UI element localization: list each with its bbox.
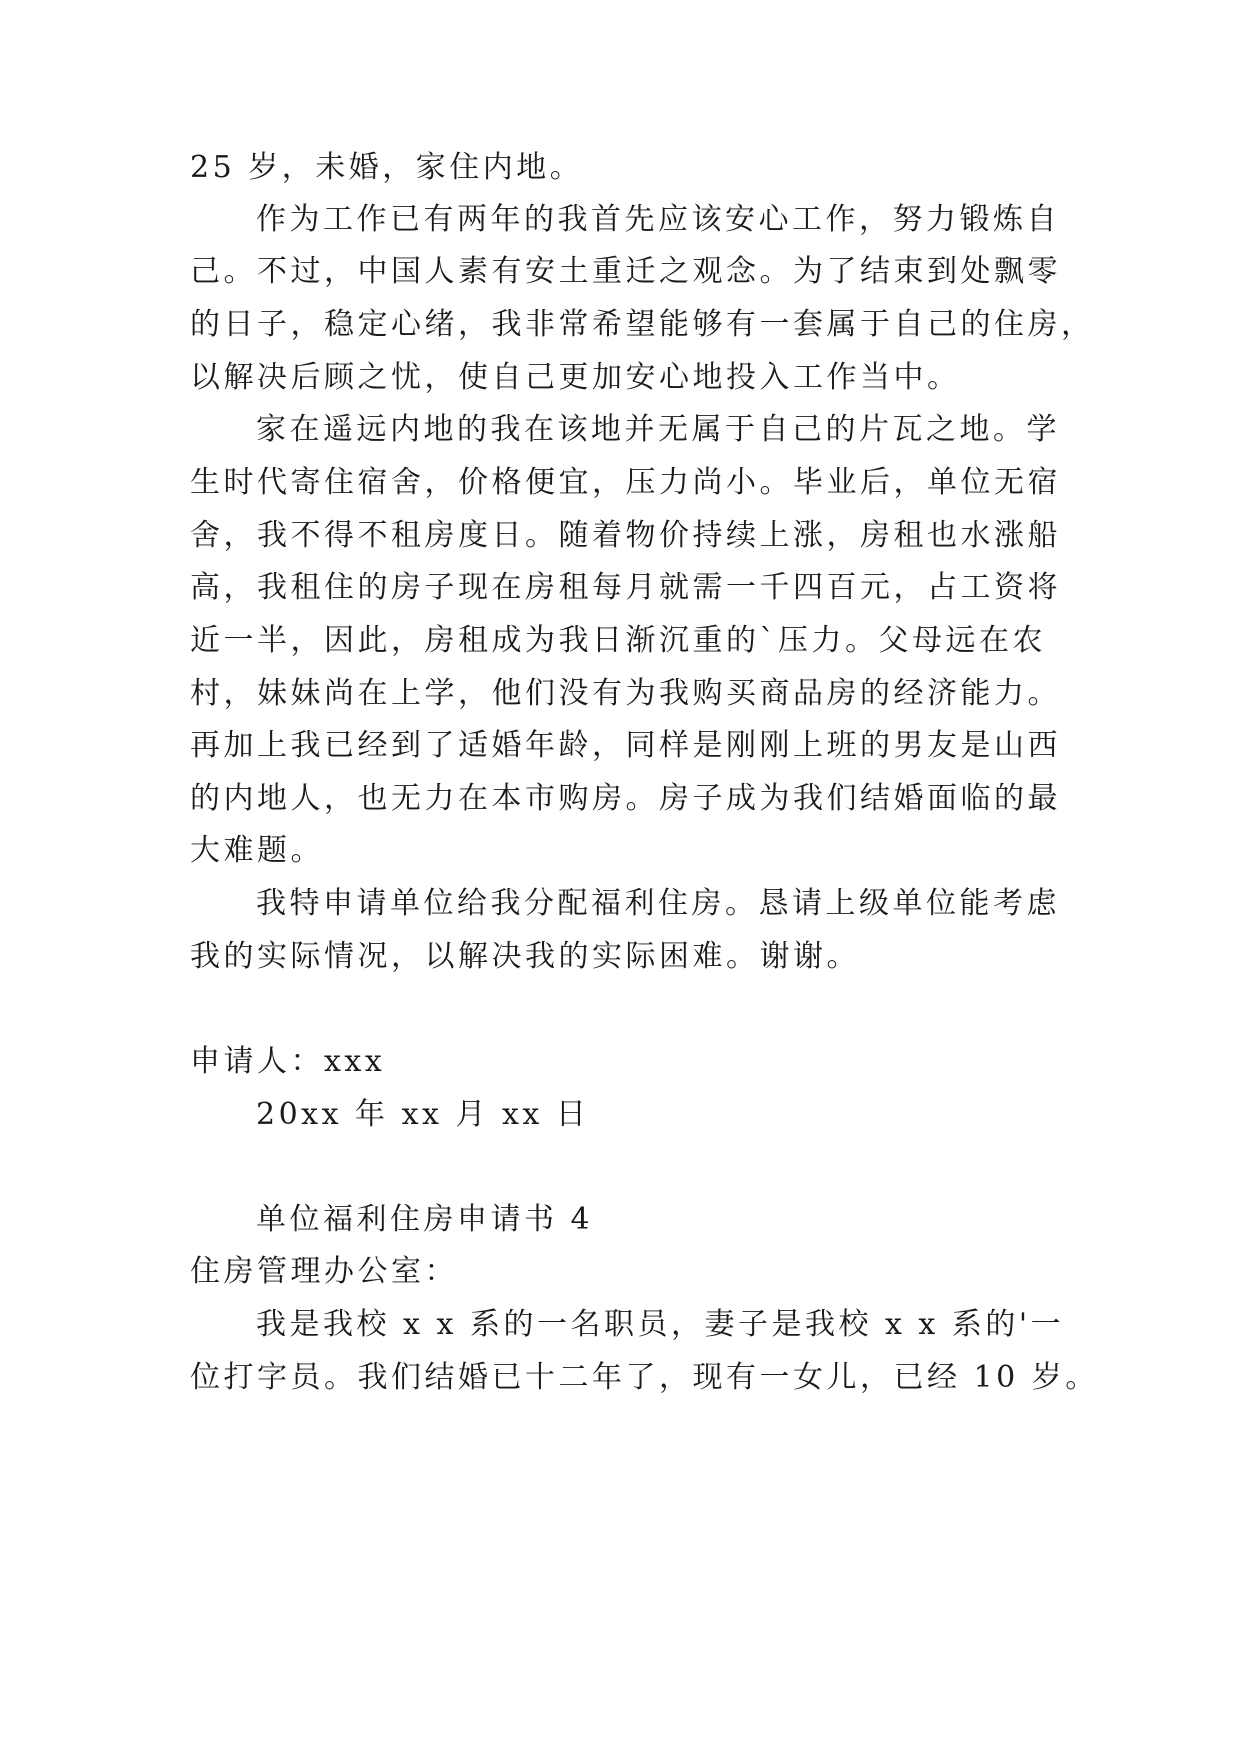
paragraph-line: 家在遥远内地的我在该地并无属于自己的片瓦之地。学 bbox=[256, 412, 1060, 447]
paragraph-line: 以解决后顾之忧，使自己更加安心地投入工作当中。 bbox=[190, 360, 961, 395]
applicant-signature: 申请人：xxx bbox=[190, 1044, 386, 1079]
signature-date: 20xx 年 xx 月 xx 日 bbox=[256, 1097, 590, 1132]
paragraph-line: 生时代寄住宿舍，价格便宜，压力尚小。毕业后，单位无宿 bbox=[190, 465, 1061, 500]
paragraph-line: 位打字员。我们结婚已十二年了，现有一女儿，已经 10 岁。 bbox=[190, 1360, 1099, 1395]
paragraph-line: 我是我校 x x 系的一名职员，妻子是我校 x x 系的'一 bbox=[256, 1307, 1065, 1342]
paragraph-line: 作为工作已有两年的我首先应该安心工作，努力锻炼自 bbox=[256, 202, 1060, 237]
paragraph-line: 村，妹妹尚在上学，他们没有为我购买商品房的经济能力。 bbox=[190, 676, 1061, 711]
paragraph-line: 的内地人，也无力在本市购房。房子成为我们结婚面临的最 bbox=[190, 781, 1061, 816]
section-title: 单位福利住房申请书 4 bbox=[256, 1202, 594, 1237]
addressee: 住房管理办公室： bbox=[190, 1254, 458, 1289]
paragraph-line: 25 岁，未婚，家住内地。 bbox=[190, 150, 584, 185]
paragraph-line: 己。不过，中国人素有安土重迁之观念。为了结束到处飘零 bbox=[190, 254, 1061, 289]
paragraph-line: 高，我租住的房子现在房租每月就需一千四百元，占工资将 bbox=[190, 570, 1061, 605]
paragraph-line: 大难题。 bbox=[190, 833, 324, 868]
paragraph-line: 的日子，稳定心绪，我非常希望能够有一套属于自己的住房， bbox=[190, 307, 1095, 342]
paragraph-line: 再加上我已经到了适婚年龄，同样是刚刚上班的男友是山西 bbox=[190, 728, 1061, 763]
paragraph-line: 近一半，因此，房租成为我日渐沉重的`压力。父母远在农 bbox=[190, 623, 1046, 658]
paragraph-line: 我的实际情况，以解决我的实际困难。谢谢。 bbox=[190, 939, 860, 974]
paragraph-line: 舍，我不得不租房度日。随着物价持续上涨，房租也水涨船 bbox=[190, 518, 1061, 553]
paragraph-line: 我特申请单位给我分配福利住房。恳请上级单位能考虑 bbox=[256, 886, 1060, 921]
